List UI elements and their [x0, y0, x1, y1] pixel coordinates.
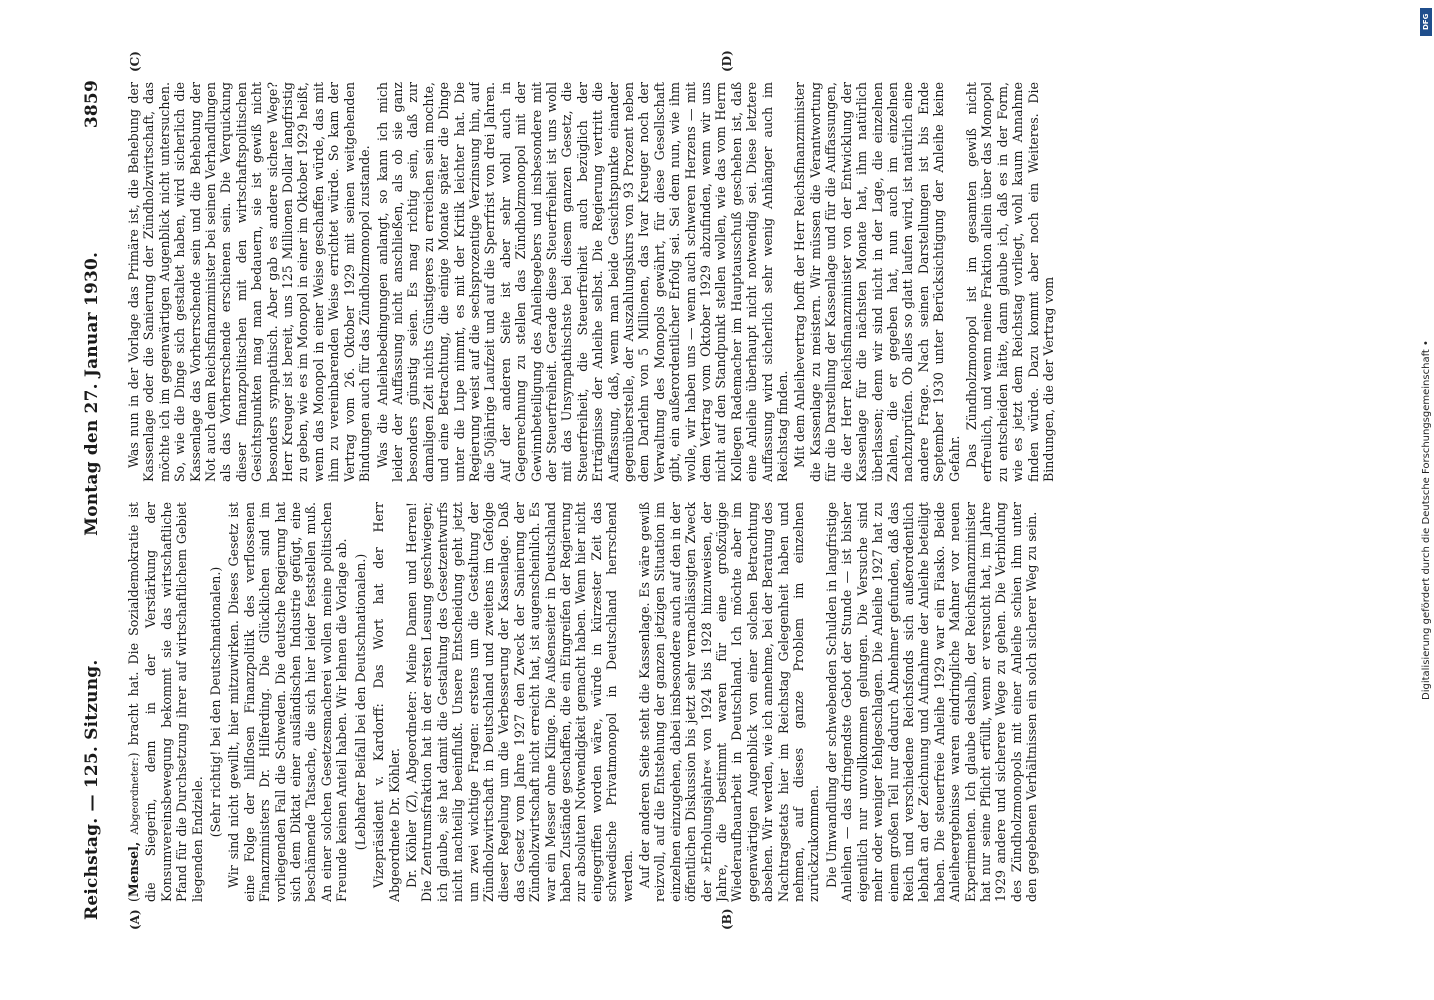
reaction-2: (Lebhafter Beifall bei den Deutschnationalen.) [352, 553, 368, 851]
page-header [82, 80, 110, 920]
header-left: Reichstag. — 125. Sitzung. [82, 659, 102, 920]
left-paragraph-5: Auf der anderen Seite steht die Kassenlage. Es wäre gewiß reizvoll, auf die Entstehung der ganzen jetzigen Situation im einzelnen einzugehen, dabei insbesondere auch auf den in der öffentlichen Diskussion bis jetzt sehr vernachlässigten Zweck der »Erholungsjahre« von 1924 bis 1928 hinzuweisen, der Jahre, die bestimmt waren für eine großzügige Wiederaufbauarbeit in Deutschland. Ich möchte aber im gegenwärtigen Augenblick von einer solchen Betrachtung absehen. Wir werden, wie ich annehme, bei der Beratung des Nachtragsetats hier im Reichstag Gelegenheit haben und nehmen, auf dieses ganze Problem im einzelnen zurückzukommen. [637, 502, 822, 902]
header-date: Montag den 27. Januar 1930. [82, 251, 102, 536]
right-paragraph-3: Mit dem Anleihevertrag hofft der Herr Reichsfinanzminister die Kassenlage zu meistern. Wir müssen die Verantwortung für die Darstellung der Kassenlage und für die Auffassungen, die der Herr Reichsfinanzminister von der Entwicklung der Kassenlage für die nächsten Monate hat, ihm natürlich überlassen; denn wir sind nicht in der Lage, die einzelnen Zahlen, die er gegeben hat, nun auch im einzelnen nachzuprüfen. Ob alles so glatt laufen wird, ist natürlich eine andere Frage. Nach seinen Darstellungen ist bis Ende September 1930 unter Berücksichtigung der Anleihe keine Gefahr. [792, 82, 962, 482]
margin-marker-a: (A) [128, 909, 142, 930]
right-paragraph-1: Was nun in der Vorlage das Primäre ist, die Behebung der Kassenlage oder die Sanierung der Zündholzwirtschaft, das möchte ich im gegenwärtigen Augenblick nicht untersuchen. So, wie die Dinge sich gestaltet haben, wird sicherlich die Kassenlage das Vorherrschende sein und die Behebung der Not auch dem Reichsfinanzminister bei seinen Verhandlungen als das Vorherrschende erschienen sein. Die Verquickung dieser finanzpolitischen mit den wirtschaftspolitischen Gesichtspunkten mag man bedauern, sie ist gewiß nicht besonders sympathisch. Aber gab es andere sichere Wege? Herr Kreuger ist bereit, uns 125 Millionen Dollar langfristig zu geben, wie es im Monopol in einer im Oktober 1929 heißt, wenn das Monopol in einer Weise geschaffen würde, das mit ihm zu vereinbarenden Weise errichtet würde. So kam der Vertrag vom 26. Oktober 1929 mit seinen weitgehenden Bindungen auch für das Zündholzmonopol zustande. [126, 82, 373, 482]
reaction-1: (Sehr richtig! bei den Deutschnationalen.) [208, 566, 224, 838]
speaker-name: Mensel, [126, 841, 141, 898]
left-paragraph-1-text: bracht hat. Die Sozialdemokratie ist die Siegerin, denn in der Verstärkung der Konsumvereinsbewegung bekommt sie das wirtschaftliche Pfand für die Durchsetzung ihrer auf wirtschaftlichem Gebiet liegenden Endziele. [126, 502, 205, 902]
left-paragraph-6: Die Umwandlung der schwebenden Schulden in langfristige Anleihen — das dringendste Gebot der Stunde — ist bisher eigentlich nur unvollkommen gelungen. Die Versuche sind mehr oder weniger fehlgeschlagen. Die Anleihe 1927 hat zu einem großen Teil nur dadurch Abnehmer gefunden, daß das Reich und verschiedene Reichsfonds sich außerordentlich lebhaft an der Zeichnung und Aufnahme der Anleihe beteiligt haben. Die steuerfreie Anleihe 1929 war ein Fiasko. Beide Anleiheergebnisse waren eindringliche Mahner vor neuen Experimenten. Ich glaube deshalb, der Reichsfinanzminister hat nur seine Pflicht erfüllt, wenn er versucht hat, im Jahre 1929 andere und sicherere Wege zu gehen. Die Verbindung des Zündholzmonopols mit einer Anleihe schien ihm unter den gegebenen Verhältnissen ein solch sicherer Weg zu sein. [823, 502, 1040, 902]
margin-marker-d: (D) [720, 50, 734, 72]
right-paragraph-2: Was die Anleihebedingungen anlangt, so kann ich mich leider der Auffassung nicht anschließen, als ob sie ganz besonders günstig seien. Es mag richtig sein, daß zur damaligen Zeit nichts Günstigeres zu erreichen sein mochte, und eine Betrachtung, die einige Monate später die Dinge unter die Lupe nimmt, es mit der Kritik leichter hat. Die Regierung weist auf die sechsprozentige Verzinsung hin, auf die 50jährige Laufzeit und auf die Sperrfrist von drei Jahren. Auf der anderen Seite ist aber sehr wohl auch in Gegenrechnung zu stellen das Zündholzmonopol mit der Gewinnbeteiligung des Anleihegebers und insbesondere mit der Steuerfreiheit. Gerade diese Steuerfreiheit ist uns wohl mit das Unsympathischste bei diesem ganzen Gesetz, die Steuerfreiheit, die Steuerfreiheit auch bezüglich der Erträgnisse der Anleihe selbst. Die Regierung vertritt die Auffassung, daß, wenn man beide Gesichtspunkte einander gegenüberstelle, der Auszahlungskurs von 93 Prozent neben dem Darlehn von 5 Millionen, das Ivar Kreuger noch der Verwaltung des Monopols gewährt, für diese Gesellschaft gibt, ein außerordentlicher Erfolg sei. Sei dem nun, wie ihm wolle, wir haben uns — wenn auch schweren Herzens — mit dem Vertrag vom Oktober 1929 abzufinden, wenn wir uns nicht auf den Standpunkt stellen wollen, wie das vom Herrn Kollegen Rademacher im Hauptausschuß geschehen ist, daß eine Anleihe überhaupt nicht notwendig sei. Diese letztere Auffassung wird sicherlich sehr wenig Anhänger auch im Reichstag finden. [374, 82, 791, 482]
margin-marker-c: (C) [128, 51, 142, 72]
page-number: 3859 [82, 80, 102, 129]
margin-marker-b: (B) [720, 908, 734, 930]
digitization-credit: Digitalisierung gefördert durch die Deutsche Forschungsgemeinschaft • [1421, 340, 1432, 700]
left-paragraph-3: Vizepräsident v. Kardorff: Das Wort hat der Herr Abgeordnete Dr. Köhler. [371, 502, 402, 902]
left-paragraph-4: Dr. Köhler (Z), Abgeordneter: Meine Damen und Herren! Die Zentrumsfraktion hat in der ersten Lesung geschwiegen; ich glaube, sie hat damit die Gestaltung des Gesetzentwurfs nicht nachteilig beeinflußt. Unsere Entscheidung geht jetzt um zwei wichtige Fragen: erstens um die Gestaltung der Zündholzwirtschaft in Deutschland und zweitens im Gefolge dieser Regelung um die Verbesserung der Kassenlage. Daß das Gesetz vom Jahre 1927 den Zweck der Sanierung der Zündholzwirtschaft nicht erreicht hat, ist augenscheinlich. Es war ein Messer ohne Klinge. Die Außenseiter in Deutschland haben Zustände geschaffen, die ein Eingreifen der Regierung zur absoluten Notwendigkeit gemacht haben. Wenn hier nicht eingegriffen worden wäre, würde in kürzester Zeit das schwedische Privatmonopol in Deutschland herrschend werden. [403, 502, 635, 902]
left-paragraph-2: Wir sind nicht gewillt, hier mitzuwirken. Dieses Gesetz ist eine Folge der hilflosen Finanzpolitik des verflossenen Finanzministers Dr. Hilferding. Die Glücklichen sind im vorliegenden Fall die Schweden. Die deutsche Regierung hat sich dem Diktat einer ausländischen Industrie gefügt, eine beschämende Tatsache, die sich hier leider feststellen muß. An einer solchen Gesetzesmacherei wollen meine politischen Freunde keinen Anteil haben. Wir lehnen die Vorlage ab. [226, 502, 350, 902]
speaker-role: Abgeordneter: [129, 757, 141, 835]
right-column [126, 82, 1336, 482]
left-paragraph-1: (Mensel, Abgeordneter:) bracht hat. Die Sozialdemokratie ist die Siegerin, denn in der Verstärkung der Konsumvereinsbewegung bekommt sie das wirtschaftliche Pfand für die Durchsetzung ihrer auf wirtschaftlichem Gebiet liegenden Endziele. [126, 502, 205, 902]
dfg-logo: DFG [1420, 8, 1432, 36]
left-column [126, 502, 1336, 902]
right-paragraph-4: Das Zündholzmonopol ist im gesamten gewiß nicht erfreulich, und wenn meine Fraktion allein über das Monopol zu entscheiden hätte, dann glaube ich, daß es in der Form, wie es jetzt dem Reichstag vorliegt, wohl kaum Annahme finden würde. Dazu kommt aber noch ein Weiteres. Die Bindungen, die der Vertrag vom [963, 82, 1056, 482]
